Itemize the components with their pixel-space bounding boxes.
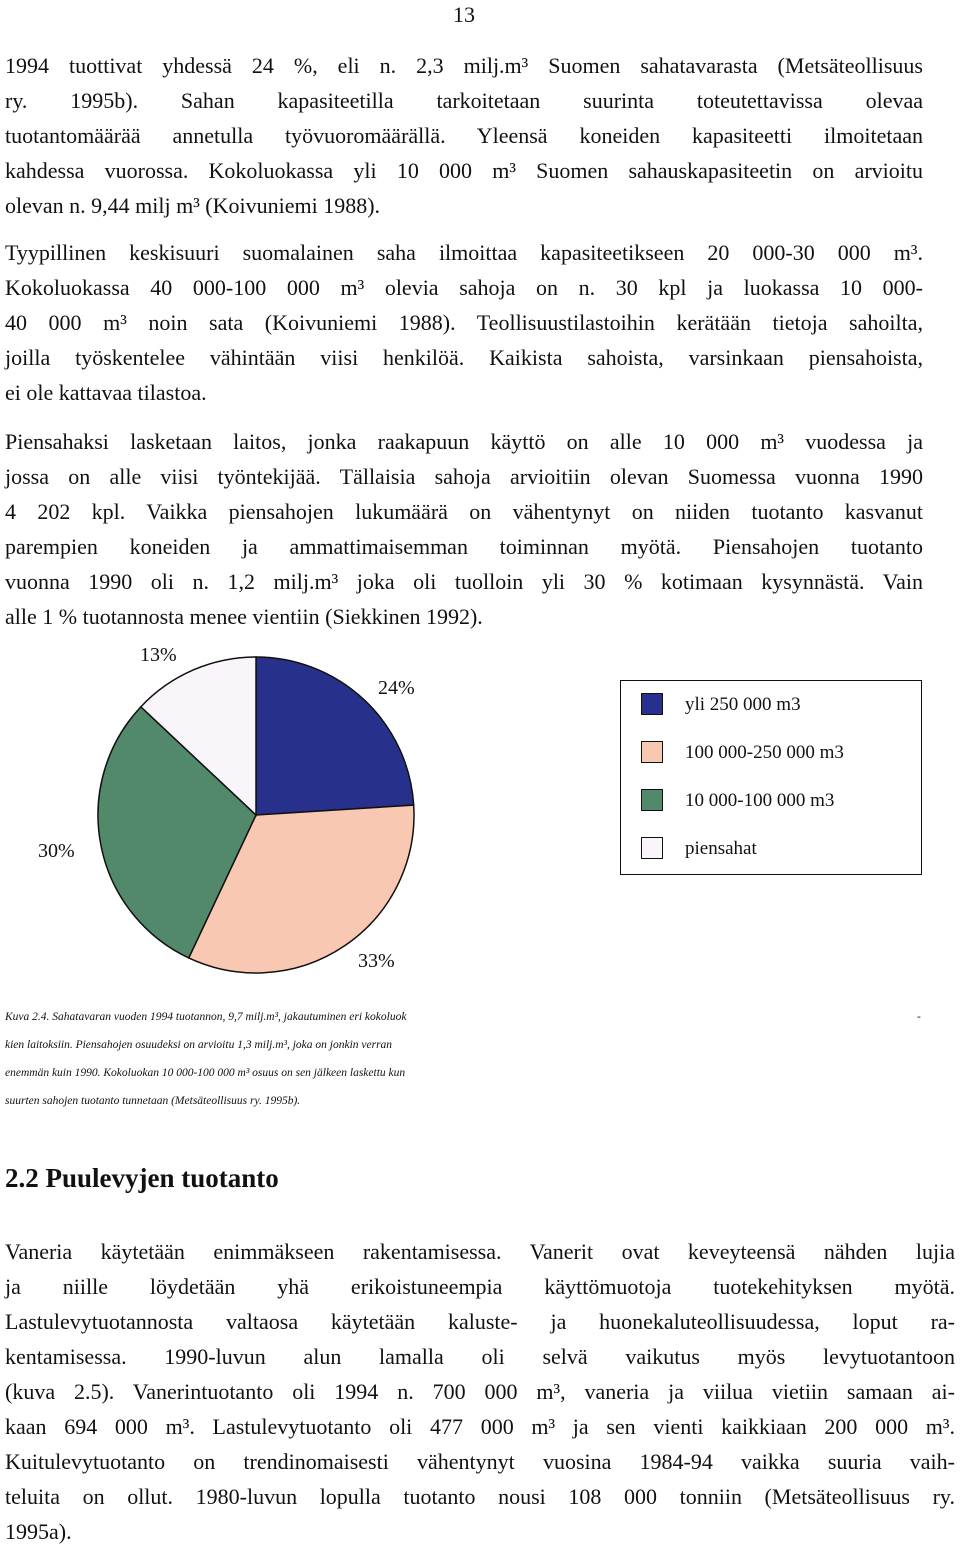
text-line: kahdessa vuorossa. Kokoluokassa yli 10 000 m³ Suomen sahauskapasiteetin on arvioitu xyxy=(5,158,923,183)
text-line: 1994 tuottivat yhdessä 24 %, eli n. 2,3 milj.m³ Suomen sahatavarasta (Metsäteollisuus xyxy=(5,53,923,78)
text-line: Kokoluokassa 40 000-100 000 m³ olevia sahoja on n. 30 kpl ja luokassa 10 000- xyxy=(5,275,923,300)
legend-label: piensahat xyxy=(685,838,757,859)
text-line: kentamisessa. 1990-luvun alun lamalla oli selvä vaikutus myös levytuotantoon xyxy=(5,1344,955,1369)
text-line: Vaneria käytetään enimmäkseen rakentamisessa. Vanerit ovat keveyteensä nähden lujia xyxy=(5,1239,955,1264)
legend-label: yli 250 000 m3 xyxy=(685,694,801,715)
text-line: ry. 1995b). Sahan kapasiteetilla tarkoitetaan suurinta toteutettavissa olevaa xyxy=(5,88,923,113)
text-line: Kuitulevytuotanto on trendinomaisesti vähentynyt vuosina 1984-94 vaikka suuria vaih- xyxy=(5,1449,955,1474)
legend-swatch xyxy=(641,789,663,811)
pie-label-24: 24% xyxy=(378,677,415,699)
pie-slices xyxy=(98,657,414,973)
caption-text: enemmän kuin 1990. Kokoluokan 10 000-100 000 m³ osuus on sen jälkeen laskettu kun xyxy=(5,1067,406,1079)
chart-legend xyxy=(620,680,922,875)
text-line: Lastulevytuotannosta valtaosa käytetään kaluste- ja huonekaluteollisuudessa, loput ra- xyxy=(5,1309,955,1334)
caption-line xyxy=(5,1059,925,1087)
page-number: 13 xyxy=(453,2,475,27)
text-line: parempien koneiden ja ammattimaisemman toiminnan myötä. Piensahojen tuotanto xyxy=(5,534,923,559)
pie-label-33: 33% xyxy=(358,950,395,972)
caption-text: kien laitoksiin. Piensahojen osuudeksi on arvioitu 1,3 milj.m³, joka on jonkin verran xyxy=(5,1039,393,1051)
text-line: Tyypillinen keskisuuri suomalainen saha ilmoittaa kapasiteetikseen 20 000-30 000 m³. xyxy=(5,240,923,265)
text-line: jossa on alle viisi työntekijää. Tällaisia sahoja arvioitiin olevan Suomessa vuonna 1990 xyxy=(5,464,923,489)
pie-label-30: 30% xyxy=(38,840,75,862)
text-line: 1995a). xyxy=(5,1519,72,1544)
text-line: ei ole kattavaa tilastoa. xyxy=(5,380,207,405)
caption-text: Kuva 2.4. Sahatavaran vuoden 1994 tuotannon, 9,7 milj.m³, jakautuminen eri kokoluok xyxy=(5,1011,407,1023)
text-line: vuonna 1990 oli n. 1,2 milj.m³ joka oli tuolloin yli 30 % kotimaan kysynnästä. Vain xyxy=(5,569,923,594)
pie-label-13: 13% xyxy=(140,644,177,666)
paragraph-panel-production xyxy=(5,1234,955,1549)
caption-hyphen: - xyxy=(917,1011,921,1023)
caption-line xyxy=(5,1003,925,1031)
caption-text: suurten sahojen tuotanto tunnetaan (Metsäteollisuus ry. 1995b). xyxy=(5,1095,301,1107)
text-line: teluita on ollut. 1980-luvun lopulla tuotanto nousi 108 000 tonniin (Metsäteollisuus ry. xyxy=(5,1484,955,1509)
caption-line xyxy=(5,1031,925,1059)
section-title: 2.2 Puulevyjen tuotanto xyxy=(5,1163,279,1193)
paragraph-sawmill-capacity xyxy=(5,48,923,223)
legend-swatch xyxy=(641,837,663,859)
text-line: (kuva 2.5). Vanerintuotanto oli 1994 n. 700 000 m³, vaneria ja viilua vietiin samaan ai- xyxy=(5,1379,955,1404)
legend-label: 100 000-250 000 m3 xyxy=(685,742,844,763)
paragraph-small-sawmills xyxy=(5,424,923,634)
caption-line xyxy=(5,1087,925,1115)
text-line: tuotantomäärää annetulla työvuoromäärällä. Yleensä koneiden kapasiteetti ilmoitetaan xyxy=(5,123,923,148)
text-line: kaan 694 000 m³. Lastulevytuotanto oli 477 000 m³ ja sen vienti kaikkiaan 200 000 m³. xyxy=(5,1414,955,1439)
text-line: olevan n. 9,44 milj m³ (Koivuniemi 1988). xyxy=(5,193,381,218)
text-line: 4 202 kpl. Vaikka piensahojen lukumäärä on vähentynyt on niiden tuotanto kasvanut xyxy=(5,499,923,524)
legend-swatch xyxy=(641,693,663,715)
paragraph-typical-sawmill xyxy=(5,235,923,410)
legend-label: 10 000-100 000 m3 xyxy=(685,790,835,811)
text-line: joilla työskentelee vähintään viisi henkilöä. Kaikista sahoista, varsinkaan piensahoista, xyxy=(5,345,923,370)
legend-swatch xyxy=(641,741,663,763)
text-line: Piensahaksi lasketaan laitos, jonka raakapuun käyttö on alle 10 000 m³ vuodessa ja xyxy=(5,429,923,454)
text-line: ja niille löydetään yhä erikoistuneempia käyttömuotoja tuotekehityksen myötä. xyxy=(5,1274,955,1299)
text-line: 40 000 m³ noin sata (Koivuniemi 1988). Teollisuustilastoihin kerätään tietoja sahoilta, xyxy=(5,310,923,335)
figure-caption xyxy=(5,1003,925,1115)
text-line: alle 1 % tuotannosta menee vientiin (Siekkinen 1992). xyxy=(5,604,483,629)
